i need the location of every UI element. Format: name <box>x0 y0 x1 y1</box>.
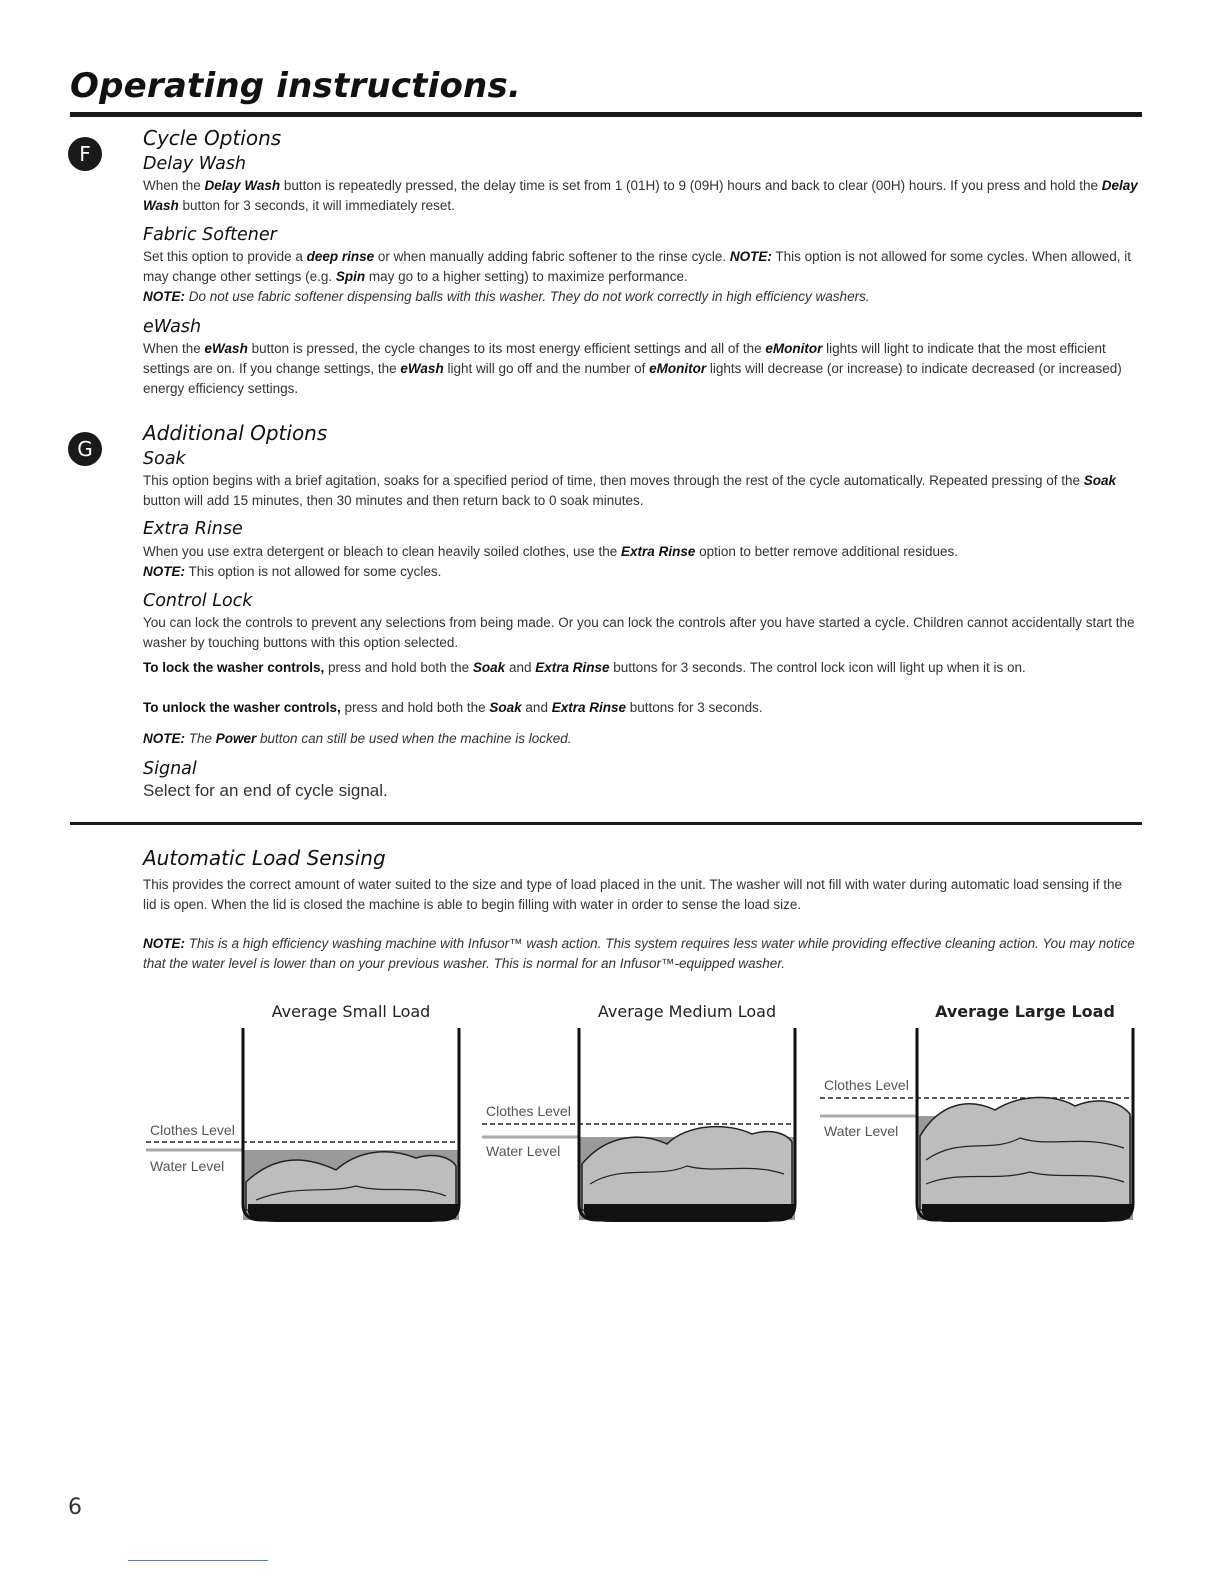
page-number: 6 <box>68 1495 82 1520</box>
control-lock-unlock-text: To unlock the washer controls, press and hold both the Soak and Extra Rinse buttons for 3 seconds. <box>143 700 763 715</box>
signal-heading: Signal <box>143 759 197 779</box>
title-divider <box>70 112 1142 117</box>
footer-link-line <box>128 1560 268 1561</box>
extra-rinse-text: When you use extra detergent or bleach to clean heavily soiled clothes, use the Extra Rinse option to better remove additional residues. NOTE: This option is not allowed for some cycles. <box>143 544 959 579</box>
small-load-tub-diagram <box>146 1024 466 1224</box>
section-badge-f: F <box>68 137 102 171</box>
ewash-heading: eWash <box>143 317 202 337</box>
small-water-level-label: Water Level <box>150 1158 225 1174</box>
fabric-softener-heading: Fabric Softener <box>143 225 277 245</box>
section-badge-g: G <box>68 432 102 466</box>
ewash-text: When the eWash button is pressed, the cycle changes to its most energy efficient settings and all of the eMonitor lights will light to indicate that the most efficient settings are on. If you change settings, the eWash light will go off and the number of eMonitor lights will decrease (or increase) to indicate decreased (or increased) energy efficiency settings. <box>143 341 1122 396</box>
large-clothes-level-label: Clothes Level <box>824 1077 909 1093</box>
large-water-level-label: Water Level <box>824 1123 899 1139</box>
soak-heading: Soak <box>143 449 186 469</box>
small-load-title: Average Small Load <box>271 1002 431 1021</box>
delay-wash-text: When the Delay Wash button is repeatedly pressed, the delay time is set from 1 (01H) to 9 (09H) hours and back to clear (00H) hours. If you press and hold the Delay Wash button for 3 seconds, it will immediately reset. <box>143 178 1138 213</box>
load-sensing-text: This provides the correct amount of water suited to the size and type of load placed in the unit. The washer will not fill with water during automatic load sensing if the lid is open. When the lid is closed the machine is able to begin filling with water in order to sense the load size. <box>143 877 1123 912</box>
fabric-softener-text: Set this option to provide a deep rinse or when manually adding fabric softener to the rinse cycle. NOTE: This option is not allowed for some cycles. When allowed, it may change other settings (e.g. Spin may go to a higher setting) to maximize performance. NOTE: Do not use fabric softener dispensing balls with this washer. They do not work correctly in high efficiency washers. <box>143 249 1131 304</box>
load-sensing-heading: Automatic Load Sensing <box>143 846 386 870</box>
control-lock-lock-text: To lock the washer controls, press and hold both the Soak and Extra Rinse buttons for 3 seconds. The control lock icon will light up when it is on. <box>143 660 1026 675</box>
control-lock-heading: Control Lock <box>143 591 253 611</box>
large-load-title: Average Large Load <box>935 1002 1115 1021</box>
medium-water-level-label: Water Level <box>486 1143 561 1159</box>
delay-wash-heading: Delay Wash <box>143 154 247 174</box>
extra-rinse-heading: Extra Rinse <box>143 519 243 539</box>
additional-options-heading: Additional Options <box>143 421 328 445</box>
small-clothes-level-label: Clothes Level <box>150 1122 235 1138</box>
medium-load-title: Average Medium Load <box>597 1002 777 1021</box>
medium-load-tub-diagram <box>482 1024 802 1224</box>
medium-clothes-level-label: Clothes Level <box>486 1103 571 1119</box>
large-load-tub-diagram <box>820 1024 1140 1224</box>
section-divider <box>70 822 1142 825</box>
control-lock-note: NOTE: The Power button can still be used when the machine is locked. <box>143 731 572 746</box>
signal-text: Select for an end of cycle signal. <box>143 781 388 800</box>
clothes-pile <box>920 1097 1130 1210</box>
cycle-options-heading: Cycle Options <box>143 126 282 150</box>
page-title: Operating instructions. <box>70 66 521 106</box>
control-lock-intro: You can lock the controls to prevent any selections from being made. Or you can lock the controls after you have started a cycle. Children cannot accidentally start the washer by touching buttons with this option selected. <box>143 615 1135 650</box>
soak-text: This option begins with a brief agitation, soaks for a specified period of time, then moves through the rest of the cycle automatically. Repeated pressing of the Soak button will add 15 minutes, then 30 minutes and then return back to 0 soak minutes. <box>143 473 1117 508</box>
load-sensing-note: NOTE: This is a high efficiency washing machine with Infusor™ wash action. This system requires less water while providing effective cleaning action. You may notice that the water level is lower than on your previous washer. This is normal for an Infusor™-equipped washer. <box>143 936 1135 971</box>
